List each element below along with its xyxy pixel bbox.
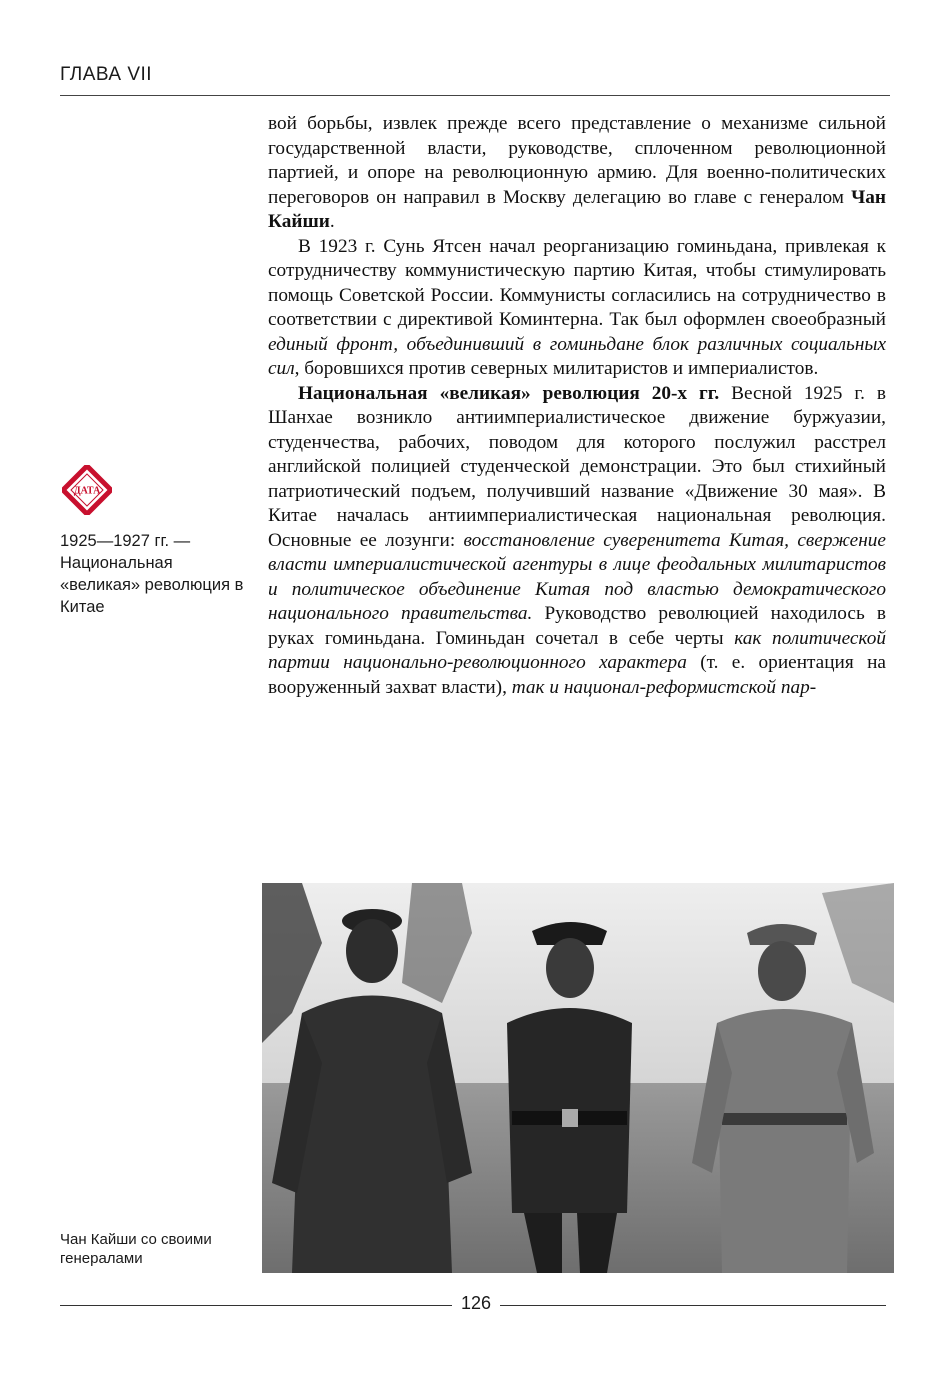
date-note: 1925—1927 гг. — Национальная «великая» революция в Китае bbox=[60, 532, 244, 616]
paragraph-3-italic-3: так и национал-реформистской пар- bbox=[511, 676, 817, 698]
footer-divider-right bbox=[500, 1305, 886, 1306]
date-badge-label: ДАТА bbox=[73, 485, 101, 497]
page-number: 126 bbox=[460, 1293, 492, 1313]
paragraph-1-end: . bbox=[329, 211, 335, 232]
chapter-title: ГЛАВА VII bbox=[60, 64, 153, 85]
paragraph-3-text-c: (т. е. ориентация на вооруженный захват власти), bbox=[268, 652, 886, 698]
date-badge-icon bbox=[62, 465, 112, 515]
paragraph-3-italic-2: как политической партии национально-революционного характера bbox=[268, 627, 886, 673]
photo-caption: Чан Кайши со своими генералами bbox=[60, 1231, 212, 1267]
header-divider bbox=[60, 95, 890, 96]
paragraph-1-text: вой борьбы, извлек прежде всего представление о механизме сильной государственной власти, руководстве, сплоченном революционной партией, и опоре на революционную армию. Для военно-политических переговоров он направил в Москву делегацию во главе с генералом bbox=[268, 113, 886, 208]
paragraph-3 bbox=[268, 382, 886, 701]
paragraph-2-italic: единый фронт, объединивший в гоминьдане блок различных социальных сил bbox=[268, 333, 886, 379]
paragraph-3-text-a: Весной 1925 г. в Шанхае возникло антиимпериалистическое движение буржуазии, студенчества, рабочих, поводом для которого послужил расстрел английской полицией студенческой демонстрации. Это был стихийный патриотический подъем, получивший название «Движение 30 мая». В Китае началась антиимпериалистическая национальная революция. Основные ее лозунги: bbox=[268, 382, 886, 551]
paragraph-2 bbox=[268, 235, 886, 382]
footer-divider-left bbox=[60, 1305, 452, 1306]
paragraph-1-bold-name: Чан Кайши bbox=[268, 186, 886, 232]
paragraph-2-text-a: В 1923 г. Сунь Ятсен начал реорганизацию гоминьдана, привлекая к сотрудничеству коммунистическую партию Китая, чтобы стимулировать помощь Советской России. Коммунисты согласились на сотрудничество в соответствии с директивой Коминтерна. Так был оформлен своеобразный bbox=[268, 235, 886, 330]
paragraph-1 bbox=[268, 112, 886, 235]
paragraph-3-heading: Национальная «великая» революция 20-х гг. bbox=[298, 382, 720, 404]
paragraph-3-text-b: Руководство революцией находилось в руках гоминьдана. Гоминьдан сочетал в себе черты bbox=[268, 603, 886, 649]
historical-photo bbox=[262, 883, 894, 1273]
paragraph-3-italic-1: восстановление суверенитета Китая, свержение власти империалистической агентуры в лице феодальных милитаристов и политическое объединение Китая под властью демократического национального правительства. bbox=[268, 529, 886, 624]
paragraph-2-text-b: , боровшихся против северных милитаристов и империалистов. bbox=[294, 358, 819, 379]
main-text bbox=[268, 112, 886, 700]
